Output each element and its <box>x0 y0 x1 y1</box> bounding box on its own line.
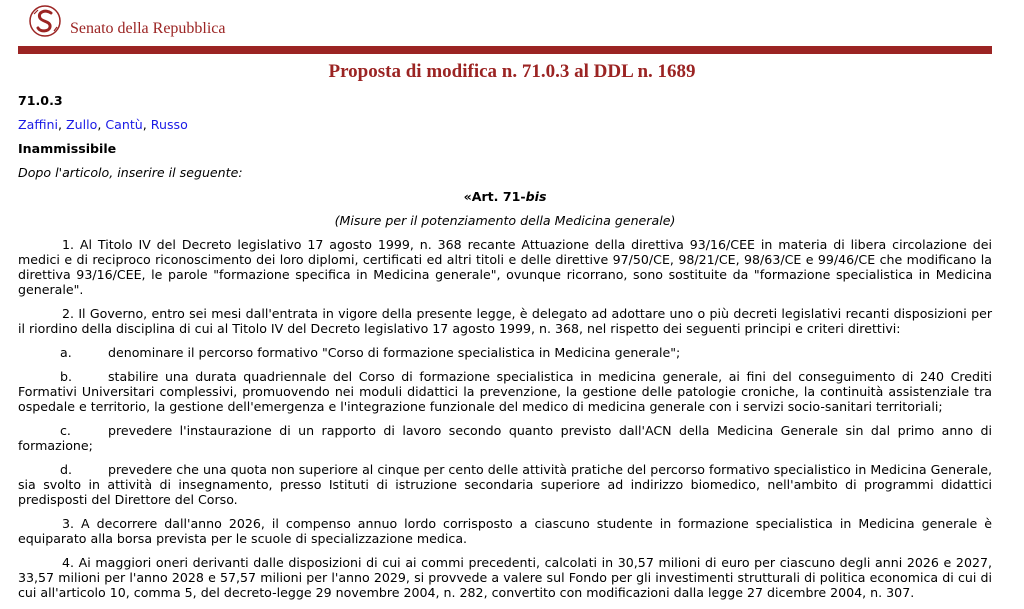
list-item-letter: d. <box>60 462 72 477</box>
paragraph-1: 1. Al Titolo IV del Decreto legislativo 17 agosto 1999, n. 368 recante Attuazione della direttiva 93/16/CEE in materia di libera circolazione dei medici e di reciproco riconoscimento dei loro diplomi, certificati ed altri titoli e delle direttive 97/50/CE, 98/21/CE, 98/63/CE e 99/46/CE che modificano la direttiva 93/16/CEE, le parole "formazione specifica in Medicina generale", ovunque ricorrano, sono sostituite da "formazione specialistica in Medicina generale". <box>18 237 992 297</box>
paragraph-3: 3. A decorrere dall'anno 2026, il compenso annuo lordo corrisposto a ciascuno studente in formazione specialistica in Medicina generale è equiparato alla borsa prevista per le scuole di specializzazione medica. <box>18 516 992 546</box>
header-divider <box>18 46 992 54</box>
site-header <box>0 0 1024 56</box>
status-label: Inammissibile <box>18 141 117 156</box>
article-heading-prefix: «Art. 71- <box>463 189 526 204</box>
paragraph-4: 4. Ai maggiori oneri derivanti dalle disposizioni di cui ai commi precedenti, calcolati in 30,57 milioni di euro per ciascuno degli anni 2026 e 2027, 33,57 milioni per l'anno 2028 e 57,57 milioni per l'anno 2029, si provvede a valere sul Fondo per gli investimenti strutturali di politica economica di cui di cui all'articolo 10, comma 5, del decreto-legge 29 novembre 2004, n. 282, convertito con modificazioni dalla legge 27 dicembre 2004, n. 307. <box>18 555 992 600</box>
list-item-letter: c. <box>60 423 71 438</box>
senato-logo-icon[interactable] <box>28 4 62 38</box>
list-item-text: stabilire una durata quadriennale del Corso di formazione specialistica in medicina generale, ai fini del conseguimento di 240 Crediti Formativi Universitari complessivi, promuovendo nei moduli didattici la prevenzione, la gestione delle patologie croniche, la continuità assistenziale tra ospedale e territorio, la gestione dell'emergenza e l'integrazione funzionale del medico di medicina generale con i servizi socio-sanitari territoriali; <box>18 369 992 414</box>
list-item <box>18 423 992 453</box>
list-item-letter: a. <box>60 345 72 360</box>
document-body <box>18 93 992 609</box>
author-link[interactable]: Zullo <box>66 117 98 132</box>
list-item <box>18 345 992 360</box>
list-item-text: denominare il percorso formativo "Corso di formazione specialistica in Medicina generale"; <box>108 345 681 360</box>
list-item-letter: b. <box>60 369 72 384</box>
site-name[interactable]: Senato della Repubblica <box>70 20 226 37</box>
list-item <box>18 369 992 414</box>
author-link[interactable]: Zaffini <box>18 117 59 132</box>
list-item <box>18 462 992 507</box>
list-item-text: prevedere l'instaurazione di un rapporto di lavoro secondo quanto previsto dall'ACN della Medicina Generale sin dal primo anno di formazione; <box>18 423 992 453</box>
amendment-number: 71.0.3 <box>18 93 63 108</box>
list-item-text: prevedere che una quota non superiore al cinque per cento delle attività pratiche del percorso formativo specialistico in Medicina Generale, sia svolto in attività di insegnamento, presso Istituti di istruzione secondaria superiore ad indirizzo biomedico, nell'ambito di programmi didattici predisposti del Direttore del Corso. <box>18 462 992 507</box>
instruction-text: Dopo l'articolo, inserire il seguente: <box>18 165 243 180</box>
authors-list: Zaffini, Zullo, Cantù, Russo <box>18 117 188 132</box>
author-link[interactable]: Russo <box>150 117 188 132</box>
author-link[interactable]: Cantù <box>105 117 143 132</box>
paragraph-2: 2. Il Governo, entro sei mesi dall'entrata in vigore della presente legge, è delegato ad adottare uno o più decreti legislativi recanti disposizioni per il riordino della disciplina di cui al Titolo IV del Decreto legislativo 17 agosto 1999, n. 368, nel rispetto dei seguenti principi e criteri direttivi: <box>18 306 992 336</box>
article-heading-suffix: bis <box>525 189 547 204</box>
article-subtitle: (Misure per il potenziamento della Medicina generale) <box>334 213 676 228</box>
article-heading <box>18 189 992 204</box>
page-title: Proposta di modifica n. 71.0.3 al DDL n. 1689 <box>328 61 696 82</box>
